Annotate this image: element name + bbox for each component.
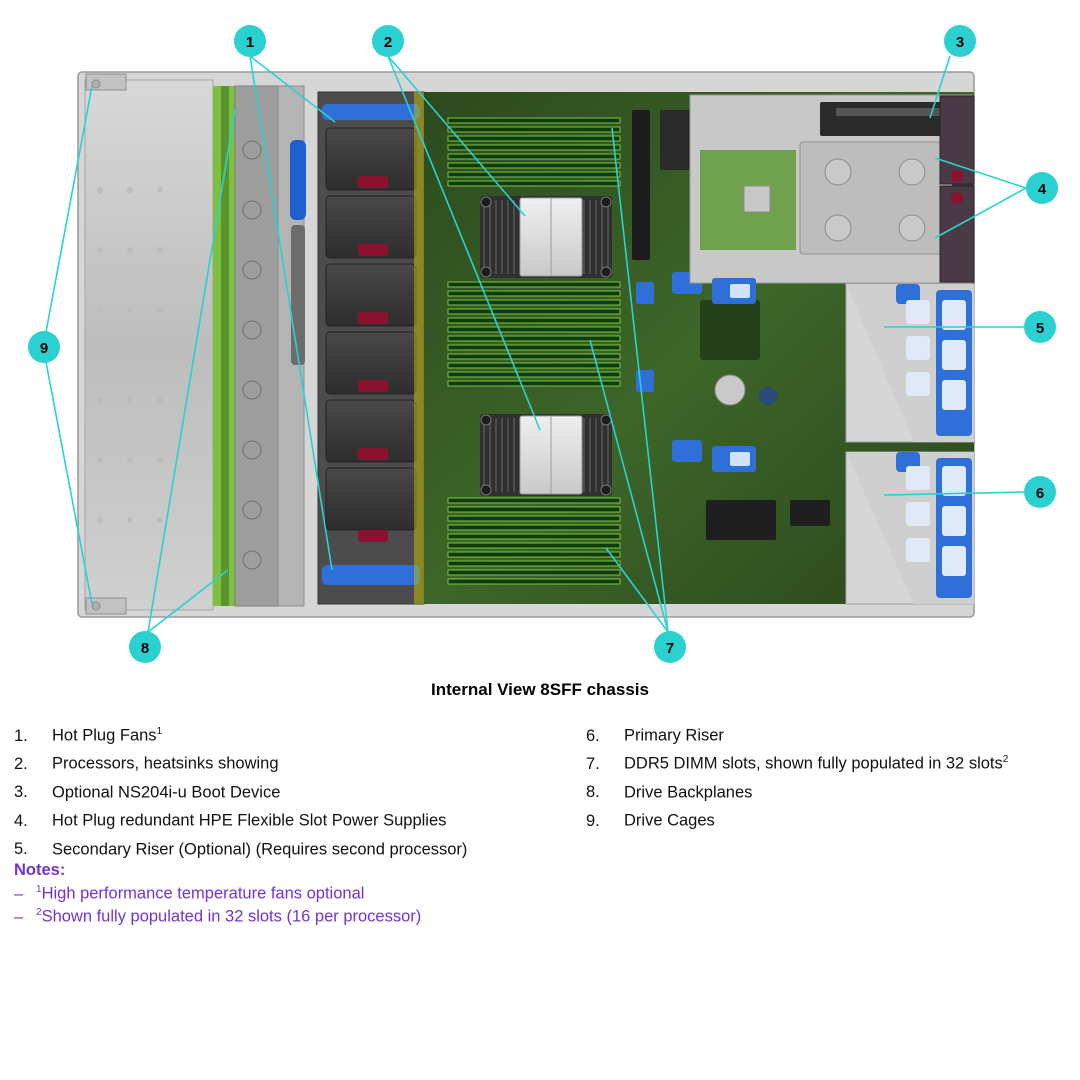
note-item-1-dash: – [14, 884, 24, 903]
callout-9[interactable] [28, 331, 60, 363]
legend-item-5-label: Secondary Riser (Optional) (Requires second processor) [52, 840, 468, 859]
hot-plug-fan-bay [318, 92, 424, 604]
callout-5[interactable] [1024, 311, 1056, 343]
legend-item-8-number: 8. [586, 783, 600, 802]
note-item-1 [14, 884, 714, 903]
legend-item-5-number: 5. [14, 840, 28, 859]
power-supplies [940, 96, 974, 282]
legend-item-9-number: 9. [586, 811, 600, 830]
legend-item-6 [586, 726, 1080, 745]
note-item-2-text [36, 907, 421, 926]
legend-item-5-text [52, 840, 574, 859]
legend-item-4-label: Hot Plug redundant HPE Flexible Slot Power Supplies [52, 811, 447, 830]
legend-item-9-label: Drive Cages [624, 811, 715, 830]
figure-caption: Internal View 8SFF chassis [431, 680, 649, 699]
callout-8[interactable] [129, 631, 161, 663]
legend-item-8 [586, 783, 1080, 802]
legend-item-2-number: 2. [14, 754, 28, 773]
callout-7[interactable] [654, 631, 686, 663]
legend-item-7-number: 7. [586, 754, 600, 773]
legend-item-6-label: Primary Riser [624, 726, 724, 745]
callout-6-label: 6 [1035, 485, 1045, 502]
callout-7-label: 7 [665, 640, 675, 657]
callout-2[interactable] [372, 25, 404, 57]
callout-9-label: 9 [39, 340, 49, 357]
legend-item-1-footnote: 1 [156, 726, 163, 737]
callout-4-label: 4 [1037, 181, 1047, 198]
callout-6[interactable] [1024, 476, 1056, 508]
legend-item-3-number: 3. [14, 783, 28, 802]
legend-item-3 [14, 783, 574, 802]
callout-3[interactable] [944, 25, 976, 57]
legend-item-9-text [624, 811, 1080, 830]
callout-3-label: 3 [955, 34, 965, 51]
legend-item-2-label: Processors, heatsinks showing [52, 754, 279, 773]
legend-item-4 [14, 811, 574, 830]
ns204i-u-boot-device [690, 95, 974, 283]
legend-column-left [14, 726, 574, 868]
callout-2-label: 2 [383, 34, 393, 51]
secondary-riser [846, 284, 974, 442]
legend-item-7-label: DDR5 DIMM slots, shown fully populated in 32 slots [624, 754, 1003, 773]
legend-item-4-text [52, 811, 574, 830]
legend-item-1 [14, 726, 574, 745]
callout-4[interactable] [1026, 172, 1058, 204]
callout-1[interactable] [234, 25, 266, 57]
legend-item-6-number: 6. [586, 726, 600, 745]
legend-item-6-text [624, 726, 1080, 745]
note-item-1-label: High performance temperature fans optional [41, 884, 365, 903]
processor-heatsink-2 [480, 414, 612, 496]
drive-backplane-assembly [213, 86, 306, 606]
legend-item-1-number: 1. [14, 726, 28, 745]
callout-8-label: 8 [140, 640, 150, 657]
note-item-2 [14, 907, 714, 926]
legend-item-7-text [624, 754, 1080, 773]
legend-item-4-number: 4. [14, 811, 28, 830]
legend-item-3-label: Optional NS204i-u Boot Device [52, 783, 281, 802]
legend-item-3-text [52, 783, 574, 802]
note-item-1-marker: 1 [36, 884, 42, 895]
legend-item-1-text [52, 726, 574, 745]
note-item-2-marker: 2 [36, 907, 42, 919]
notes-title: Notes: [14, 861, 66, 879]
note-item-2-label: Shown fully populated in 32 slots (16 per processor) [41, 907, 422, 926]
legend-item-8-label: Drive Backplanes [624, 783, 753, 802]
callout-1-label: 1 [245, 34, 255, 51]
primary-riser [846, 452, 974, 604]
legend-item-7-footnote: 2 [1002, 754, 1009, 766]
note-item-2-dash: – [14, 907, 24, 926]
notes-section [14, 861, 714, 931]
legend-item-9 [586, 811, 1080, 830]
legend-column-right [586, 726, 1080, 840]
callout-5-label: 5 [1035, 320, 1045, 337]
legend-item-5 [14, 840, 574, 859]
legend-item-2-text [52, 754, 574, 773]
legend-item-2 [14, 754, 574, 773]
processor-heatsink-1 [480, 196, 612, 278]
legend [0, 726, 1080, 876]
note-item-1-text [36, 884, 364, 903]
legend-item-8-text [624, 783, 1080, 802]
legend-item-7 [586, 754, 1080, 773]
legend-item-1-label: Hot Plug Fans [52, 726, 157, 745]
